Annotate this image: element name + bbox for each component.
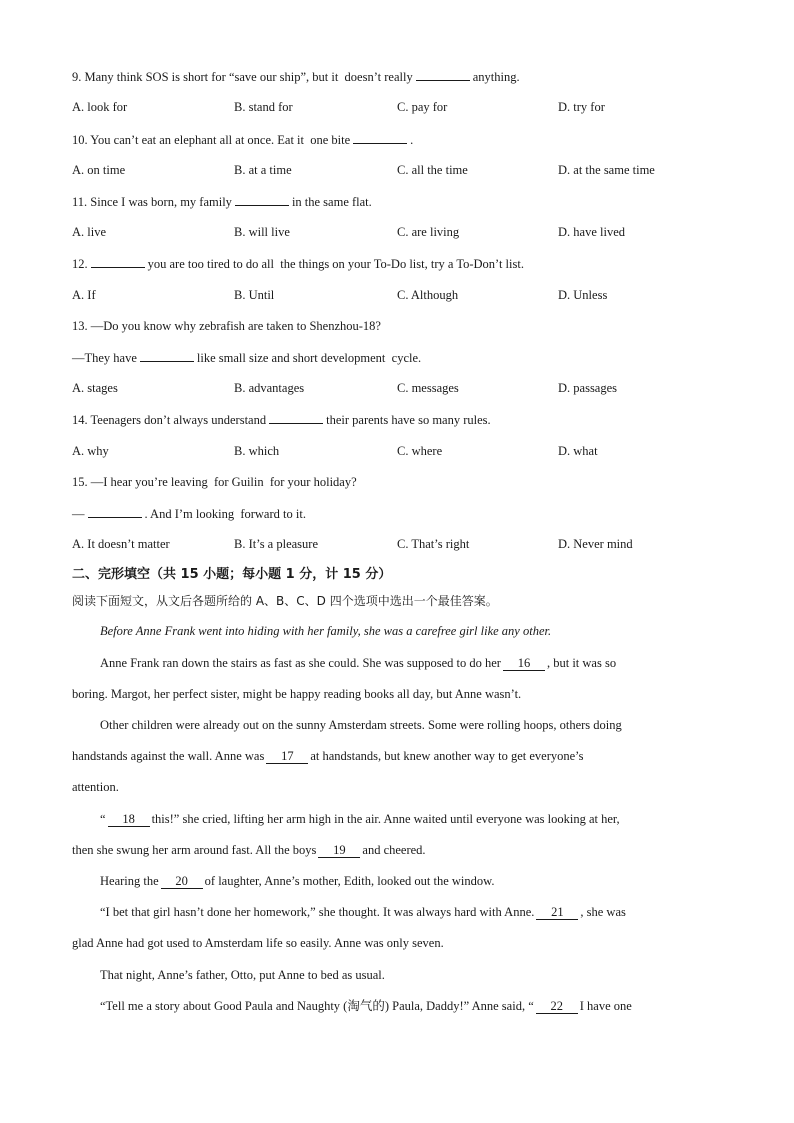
option-c: C. where	[397, 444, 443, 458]
option-c: C. are living	[397, 225, 460, 239]
option-a: A. If	[72, 288, 96, 302]
question-text: 9. Many think SOS is short for “save our ship”, but it doesn’t really	[72, 70, 413, 84]
passage-paragraph	[100, 904, 626, 920]
question-text: 13. —Do you know why zebrafish are taken to Shenzhou-18?	[72, 319, 381, 333]
passage-text: “Tell me a story about Good Paula and Naughty (淘气的) Paula, Daddy!” Anne said, “	[100, 999, 534, 1013]
option-a: A. why	[72, 444, 109, 458]
passage-line: glad Anne had got used to Amsterdam life so easily. Anne was only seven.	[72, 936, 444, 950]
option-b: B. stand for	[234, 100, 293, 114]
answer-blank	[235, 193, 289, 206]
option-c: C. all the time	[397, 163, 468, 177]
answer-blank	[269, 411, 323, 424]
blank-20: 20	[161, 874, 203, 889]
question-text: .	[410, 133, 414, 147]
blank-17: 17	[266, 749, 308, 764]
passage-text: I have one	[579, 999, 632, 1013]
options-11	[72, 224, 732, 240]
option-d: D. Unless	[558, 288, 608, 302]
question-text: anything.	[472, 70, 520, 84]
passage-paragraph	[72, 842, 426, 858]
option-b: B. which	[234, 444, 280, 458]
option-b: B. at a time	[234, 163, 292, 177]
passage-text: and cheered.	[362, 843, 426, 857]
answer-blank	[140, 349, 194, 362]
question-text: their parents have so many rules.	[326, 413, 491, 427]
option-b: B. will live	[234, 225, 290, 239]
option-a: A. look for	[72, 100, 128, 114]
options-12	[72, 287, 732, 303]
option-c: C. pay for	[397, 100, 448, 114]
passage-line: attention.	[72, 780, 119, 794]
answer-blank	[416, 68, 470, 81]
question-14	[72, 411, 491, 428]
passage-intro: Before Anne Frank went into hiding with her family, she was a carefree girl like any other.	[100, 624, 552, 638]
passage-line: boring. Margot, her perfect sister, might be happy reading books all day, but Anne wasn’t.	[72, 687, 522, 701]
question-15-reply	[72, 505, 306, 522]
option-a: A. stages	[72, 381, 118, 395]
option-d: D. what	[558, 444, 598, 458]
answer-blank	[91, 255, 145, 268]
question-text: —They have	[72, 351, 137, 365]
option-d: D. at the same time	[558, 163, 655, 177]
option-d: D. have lived	[558, 225, 625, 239]
option-a: A. on time	[72, 163, 126, 177]
question-text: . And I’m looking forward to it.	[144, 507, 306, 521]
passage-text: then she swung her arm around fast. All the boys	[72, 843, 317, 857]
blank-18: 18	[108, 812, 150, 827]
blank-16: 16	[503, 656, 545, 671]
option-d: D. passages	[558, 381, 618, 395]
passage-text: at handstands, but knew another way to get everyone’s	[310, 749, 584, 763]
option-b: B. It’s a pleasure	[234, 537, 319, 551]
passage-text: Hearing the	[100, 874, 159, 888]
options-13	[72, 380, 732, 396]
question-15	[72, 474, 357, 490]
passage-paragraph	[72, 748, 584, 764]
question-text: in the same flat.	[291, 195, 372, 209]
passage-paragraph	[100, 655, 616, 671]
question-text: 10. You can’t eat an elephant all at once. Eat it one bite	[72, 133, 351, 147]
answer-blank	[353, 131, 407, 144]
option-c: C. Although	[397, 288, 459, 302]
passage-text: Anne Frank ran down the stairs as fast as she could. She was supposed to do her	[100, 656, 501, 670]
option-b: B. advantages	[234, 381, 305, 395]
passage-paragraph	[100, 873, 494, 889]
blank-19: 19	[318, 843, 360, 858]
question-13-reply	[72, 349, 421, 366]
option-d: D. try for	[558, 100, 605, 114]
question-text: 11. Since I was born, my family	[72, 195, 232, 209]
question-text: 12.	[72, 257, 88, 271]
question-text: like small size and short development cycle.	[196, 351, 422, 365]
passage-text: this!” she cried, lifting her arm high in the air. Anne waited until everyone was looking at her,	[151, 812, 620, 826]
section-heading: 二、完形填空（共 15 小题；每小题 1 分，计 15 分）	[72, 567, 392, 582]
question-text: you are too tired to do all the things on your To-Do list, try a To-Don’t list.	[147, 257, 524, 271]
options-10	[72, 162, 732, 178]
passage-line: Other children were already out on the sunny Amsterdam streets. Some were rolling hoops, others doing	[100, 718, 622, 732]
question-10	[72, 131, 413, 148]
passage-text: of laughter, Anne’s mother, Edith, looked out the window.	[204, 874, 495, 888]
question-text: 14. Teenagers don’t always understand	[72, 413, 267, 427]
options-9	[72, 99, 732, 115]
passage-line: That night, Anne’s father, Otto, put Anne to bed as usual.	[100, 968, 385, 982]
option-a: A. live	[72, 225, 107, 239]
passage-text: handstands against the wall. Anne was	[72, 749, 265, 763]
passage-text: , she was	[580, 905, 626, 919]
option-a: A. It doesn’t matter	[72, 537, 170, 551]
option-b: B. Until	[234, 288, 275, 302]
question-text: 15. —I hear you’re leaving for Guilin for your holiday?	[72, 475, 357, 489]
passage-text: “I bet that girl hasn’t done her homework,” she thought. It was always hard with Anne.	[100, 905, 535, 919]
option-c: C. messages	[397, 381, 459, 395]
question-text: —	[72, 507, 85, 521]
blank-21: 21	[536, 905, 578, 920]
passage-paragraph	[100, 998, 632, 1014]
passage-paragraph	[100, 811, 620, 827]
passage-text: , but it was so	[546, 656, 617, 670]
option-d: D. Never mind	[558, 537, 633, 551]
options-14	[72, 443, 732, 459]
options-15	[72, 536, 732, 552]
question-13	[72, 318, 381, 334]
answer-blank	[88, 505, 142, 518]
passage-text: “	[100, 812, 106, 826]
option-c: C. That’s right	[397, 537, 470, 551]
blank-22: 22	[536, 999, 578, 1014]
section-instruction: 阅读下面短文，从文后各题所给的 A、B、C、D 四个选项中选出一个最佳答案。	[72, 594, 498, 608]
question-11	[72, 193, 372, 210]
question-12	[72, 255, 524, 272]
question-9	[72, 68, 520, 85]
